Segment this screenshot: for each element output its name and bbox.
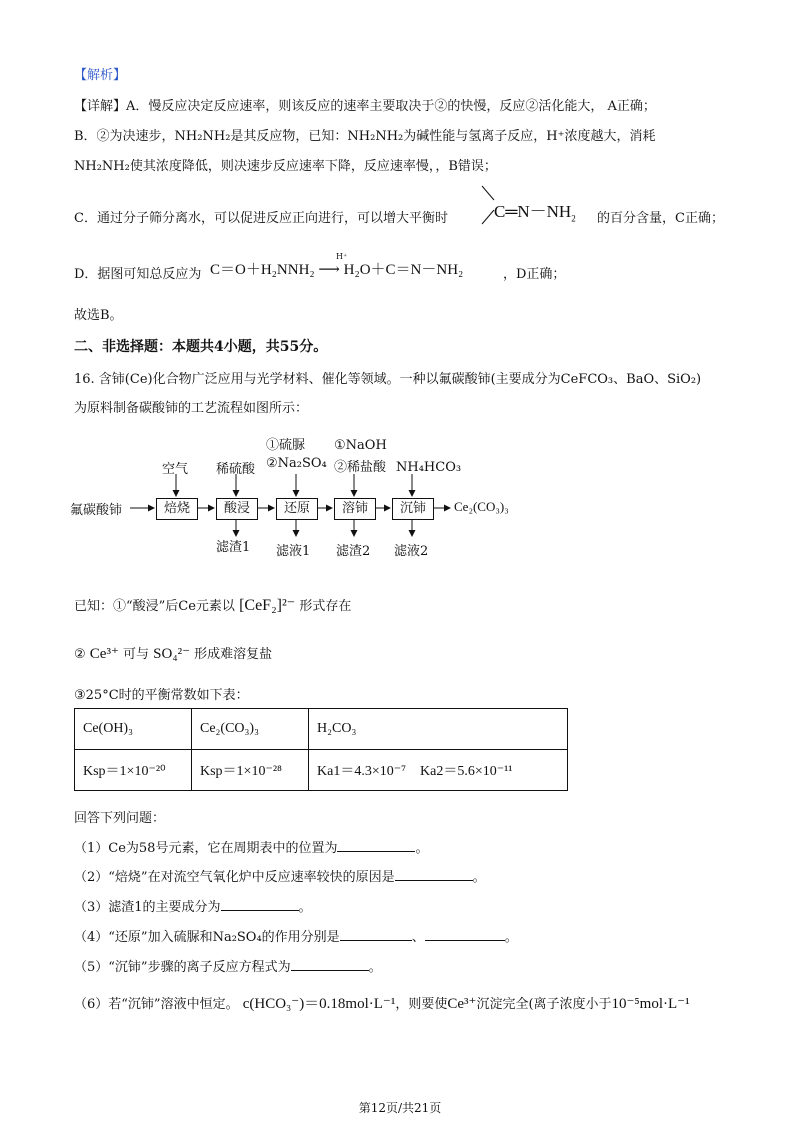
sub-question-5 <box>74 956 382 975</box>
sub-question-4 <box>74 926 518 945</box>
sub-question-6-text: （6）若“沉铈”溶液中恒定。 <box>74 997 239 1012</box>
section-title: 二、非选择题：本题共4小题，共55分。 <box>74 339 328 355</box>
detail-line-c-text: C．通过分子筛分离水，可以促进反应正向进行，可以增大平衡时 <box>74 211 448 226</box>
comma: 、 <box>411 930 425 945</box>
sub-question-1-text: （1）Ce为58号元素，它在周期表中的位置为 <box>74 841 338 856</box>
flow-step-acid-leach: 酸浸 <box>216 498 258 520</box>
analysis-tag: 【解析】 <box>74 68 127 83</box>
table-header-ceoh3: Ce(OH)₃ <box>75 709 192 750</box>
flow-input-nh4hco3: NH₄HCO₃ <box>396 460 462 475</box>
answer-blank-5[interactable] <box>291 958 369 971</box>
detail-line-a: 【详解】A．慢反应决定反应速率，则该反应的速率主要取决于②的快慢，反应②活化能大， A正确； <box>74 99 656 114</box>
q16-intro-line2: 为原料制备碳酸铈的工艺流程如图所示： <box>74 401 309 416</box>
table-row <box>75 750 568 791</box>
flow-step-reduce: 还原 <box>276 498 318 520</box>
cef2-ion: [CeF₂]²⁻ <box>239 597 296 614</box>
table-row <box>75 709 568 750</box>
flow-input-air: 空气 <box>162 462 189 477</box>
q16-intro-line1: 16. 含铈(Ce)化合物广泛应用与光学材料、催化等领域。一种以氟碳酸铈(主要成分为CeFCO₃、BaO、SiO₂) <box>74 372 702 387</box>
period: 。 <box>415 841 429 856</box>
period: 。 <box>298 900 312 915</box>
table-header-h2co3: H₂CO₃ <box>309 709 568 750</box>
total-reaction-equation: C＝O＋H₂NNH₂ ⟶ H₂O＋C＝N－NH₂ <box>210 262 464 278</box>
flow-step-roast: 焙烧 <box>156 498 198 520</box>
hydrazone-formula <box>494 197 576 223</box>
table-cell-ka-h2co3: Ka1＝4.3×10⁻⁷ Ka2＝5.6×10⁻¹¹ <box>309 750 568 791</box>
flow-input-naoh: ①NaOH <box>334 438 387 453</box>
known-2-end: 形成难溶复盐 <box>194 647 273 662</box>
flow-input-thiourea: ①硫脲 <box>266 438 306 453</box>
flow-end-product: Ce₂(CO₃)₃ <box>454 499 509 514</box>
flow-step-precipitate-ce: 沉铈 <box>392 498 434 520</box>
hco3-concentration: c(HCO₃⁻)＝0.18mol·L⁻¹ <box>242 996 396 1012</box>
table-header-ce2co33: Ce₂(CO₃)₃ <box>192 709 309 750</box>
flow-output-filtrate2: 滤液2 <box>394 544 429 559</box>
answer-blank-3[interactable] <box>221 898 299 911</box>
known-1-end: 形式存在 <box>299 599 352 614</box>
sub-question-3 <box>74 896 312 915</box>
flow-output-residue2: 滤渣2 <box>336 544 371 559</box>
known-1-text: 已知：①“酸浸”后Ce元素以 <box>74 599 235 614</box>
table-cell-ksp-ceoh3: Ksp＝1×10⁻²⁰ <box>75 750 192 791</box>
known-2-num: ② <box>74 647 86 662</box>
table-cell-ksp-ce2co33: Ksp＝1×10⁻²⁸ <box>192 750 309 791</box>
known-2 <box>74 643 272 663</box>
detail-line-d-text: D．据图可知总反应为 <box>74 267 202 282</box>
period: 。 <box>504 930 518 945</box>
answer-blank-1[interactable] <box>337 839 415 852</box>
flow-output-residue1: 滤渣1 <box>216 540 251 555</box>
flow-input-na2so4: ②Na₂SO₄ <box>266 456 327 471</box>
known-3: ③25°C时的平衡常数如下表： <box>74 688 249 703</box>
so4-ion: SO₄²⁻ <box>153 646 190 662</box>
sub-question-1 <box>74 837 428 856</box>
sub-question-4-text: （4）“还原”加入硫脲和Na₂SO₄的作用分别是 <box>74 930 340 945</box>
sub-question-6-mid: ，则要使 <box>395 997 448 1012</box>
answer-prompt: 回答下列问题： <box>74 811 166 826</box>
catalyst-label: H⁺ <box>336 252 348 261</box>
known-2-mid: 可与 <box>123 647 150 662</box>
sub-question-6 <box>74 992 690 1013</box>
sub-question-2 <box>74 866 486 885</box>
period: 。 <box>368 960 382 975</box>
detail-line-b-cont: NH₂NH₂使其浓度降低，则决速步反应速率下降，反应速率慢，，B错误； <box>74 159 497 174</box>
threshold-concentration: 10⁻⁵mol·L⁻¹ <box>611 996 690 1012</box>
sub-question-2-text: （2）“焙烧”在对流空气氧化炉中反应速率较快的原因是 <box>74 870 395 885</box>
answer-blank-4a[interactable] <box>340 928 412 941</box>
ce3-ion-q6: Ce³⁺ <box>447 996 477 1012</box>
flow-input-dilute-h2so4: 稀硫酸 <box>216 462 256 477</box>
equilibrium-constants-table <box>74 708 568 791</box>
detail-line-d-end: ，D正确； <box>503 267 566 282</box>
detail-line-b: B．②为决速步，NH₂NH₂是其反应物，已知：NH₂NH₂为碱性能与氢离子反应，H⁺浓度越大，消耗 <box>74 129 656 144</box>
sub-question-3-text: （3）滤渣1的主要成分为 <box>74 900 221 915</box>
flow-input-dilute-hcl: ②稀盐酸 <box>334 460 387 475</box>
answer-blank-2[interactable] <box>395 868 473 881</box>
hydrazone-formula-text: C═N－NH <box>494 202 572 221</box>
answer-choice: 故选B。 <box>74 308 123 323</box>
flow-step-dissolve-ce: 溶铈 <box>334 498 376 520</box>
known-1 <box>74 595 351 615</box>
flow-start-label: 氟碳酸铈 <box>70 503 123 518</box>
detail-line-c-end: 的百分含量，C正确； <box>597 211 724 226</box>
sub-question-6-post: 沉淀完全(离子浓度小于 <box>476 997 612 1012</box>
process-flowchart <box>70 428 530 558</box>
sub-question-5-text: （5）“沉铈”步骤的离子反应方程式为 <box>74 960 291 975</box>
page-footer: 第12页/共21页 <box>358 1101 442 1115</box>
flow-output-filtrate1: 滤液1 <box>276 544 311 559</box>
answer-blank-4b[interactable] <box>425 928 505 941</box>
hydrazone-sub: 2 <box>571 213 576 224</box>
period: 。 <box>472 870 486 885</box>
ce3-ion: Ce³⁺ <box>89 646 119 662</box>
